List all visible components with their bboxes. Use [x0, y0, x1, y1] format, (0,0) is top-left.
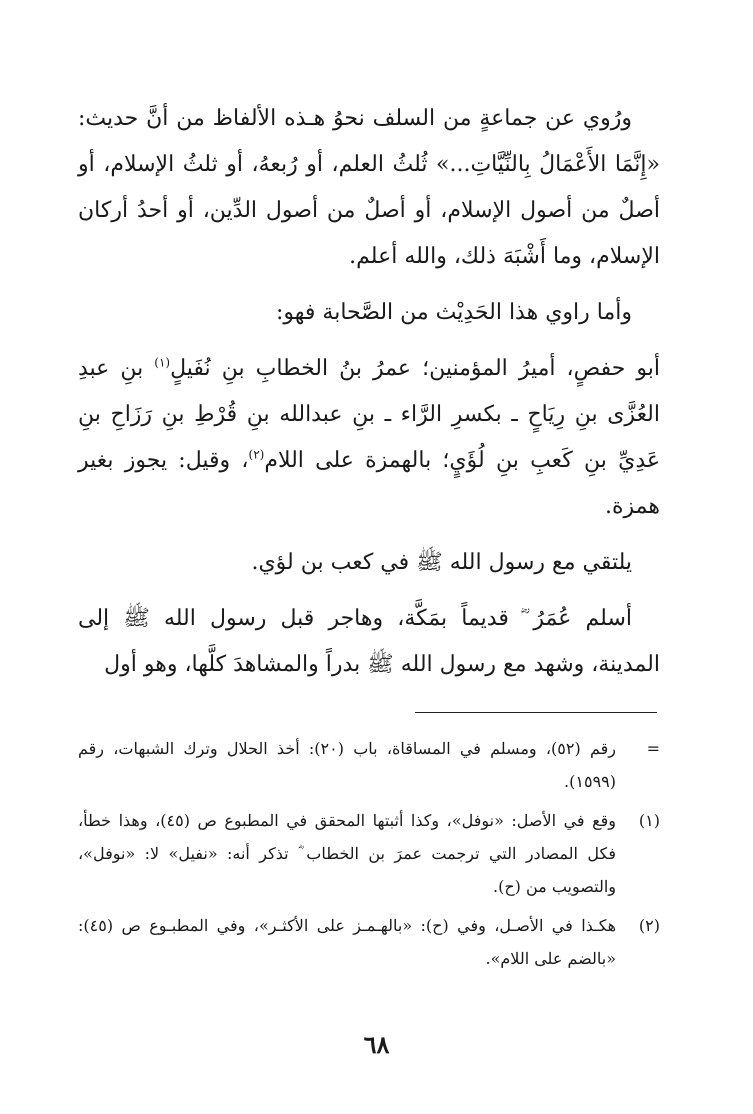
footnotes [78, 732, 660, 981]
footnote-2 [78, 909, 660, 975]
paragraph-4: يلتقي مع رسول الله ﷺ في كعب بن لؤي. [251, 550, 632, 575]
paragraph-3-part-2: بنِ عبدِ العُزَّى بنِ رِيَاحٍ ـ بكسرِ الرَّاء ـ بنِ عبدالله بنِ قُرْطِ بنِ رَزَاحِ بنِ عَدِيِّ بنِ كَعبِ بنِ لُؤَيٍ؛ بالهمزة على اللام [78, 356, 661, 473]
footnote-text: هكـذا في الأصـل، وفي (ح): «بالهـمـز على الأكثـر»، وفي المطبـوع ص (٤٥): «بالضم على اللام». [78, 916, 616, 968]
paragraph-3 [78, 346, 660, 530]
footnote-divider [415, 712, 657, 713]
footnote-text: رقم (٥٢)، ومسلم في المساقاة، باب (٢٠): أخذ الحلال وترك الشبهات، رقم (١٥٩٩). [78, 739, 616, 791]
footnote-1 [78, 804, 660, 903]
main-text [78, 96, 660, 688]
paragraph-5: أسلم عُمَرُ ؓ قديماً بمَكَّة، وهاجر قبل رسول الله ﷺ إلى المدينة، وشهد مع رسول الله ﷺ بدراً والمشاهدَ كلَّها، وهو أول [78, 606, 660, 677]
footnote-marker: = [646, 739, 660, 758]
footnote-ref-2[interactable]: (٢) [248, 447, 265, 462]
footnote-continued [78, 732, 660, 798]
footnote-marker: (١) [638, 811, 660, 830]
footnote-marker: (٢) [638, 916, 660, 935]
footnote-text: وقع في الأصل: «نوفل»، وكذا أثبتها المحقق في المطبوع ص (٤٥)، وهذا خطأ، فكل المصادر التي ترجمت عمرَ بن الخطاب ؓ تذكر أنه: «نفيل» لا: «نوفل»، والتصويب من (ح). [78, 811, 617, 896]
paragraph-3-part-3: ، وقيل: يجوز بغير همزة. [78, 448, 660, 519]
footnote-ref-1[interactable]: (١) [154, 355, 171, 370]
page-number: ٦٨ [363, 1030, 390, 1059]
paragraph-3-part-1: أبو حفصٍ، أميرُ المؤمنين؛ عمرُ بنُ الخطابِ بنِ نُفَيلٍ [170, 356, 660, 381]
paragraph-1: ورُوي عن جماعةٍ من السلف نحوُ هـذه الألفاظ من أنَّ حديث: «إِنَّمَا الأَعْمَالُ بِالنِّيَّاتِ...» ثُلثُ العلم، أو رُبعهُ، أو ثلثُ الإسلام، أو أصلٌ من أصول الإسلام، أو أصلٌ من أصول الدِّين، أو أحدُ أركان الإسلام، وما أَشْبَهَ ذلك، والله أعلم. [78, 106, 660, 269]
paragraph-2: وأما راوي هذا الحَدِيْث من الصَّحابة فهو: [276, 300, 632, 325]
